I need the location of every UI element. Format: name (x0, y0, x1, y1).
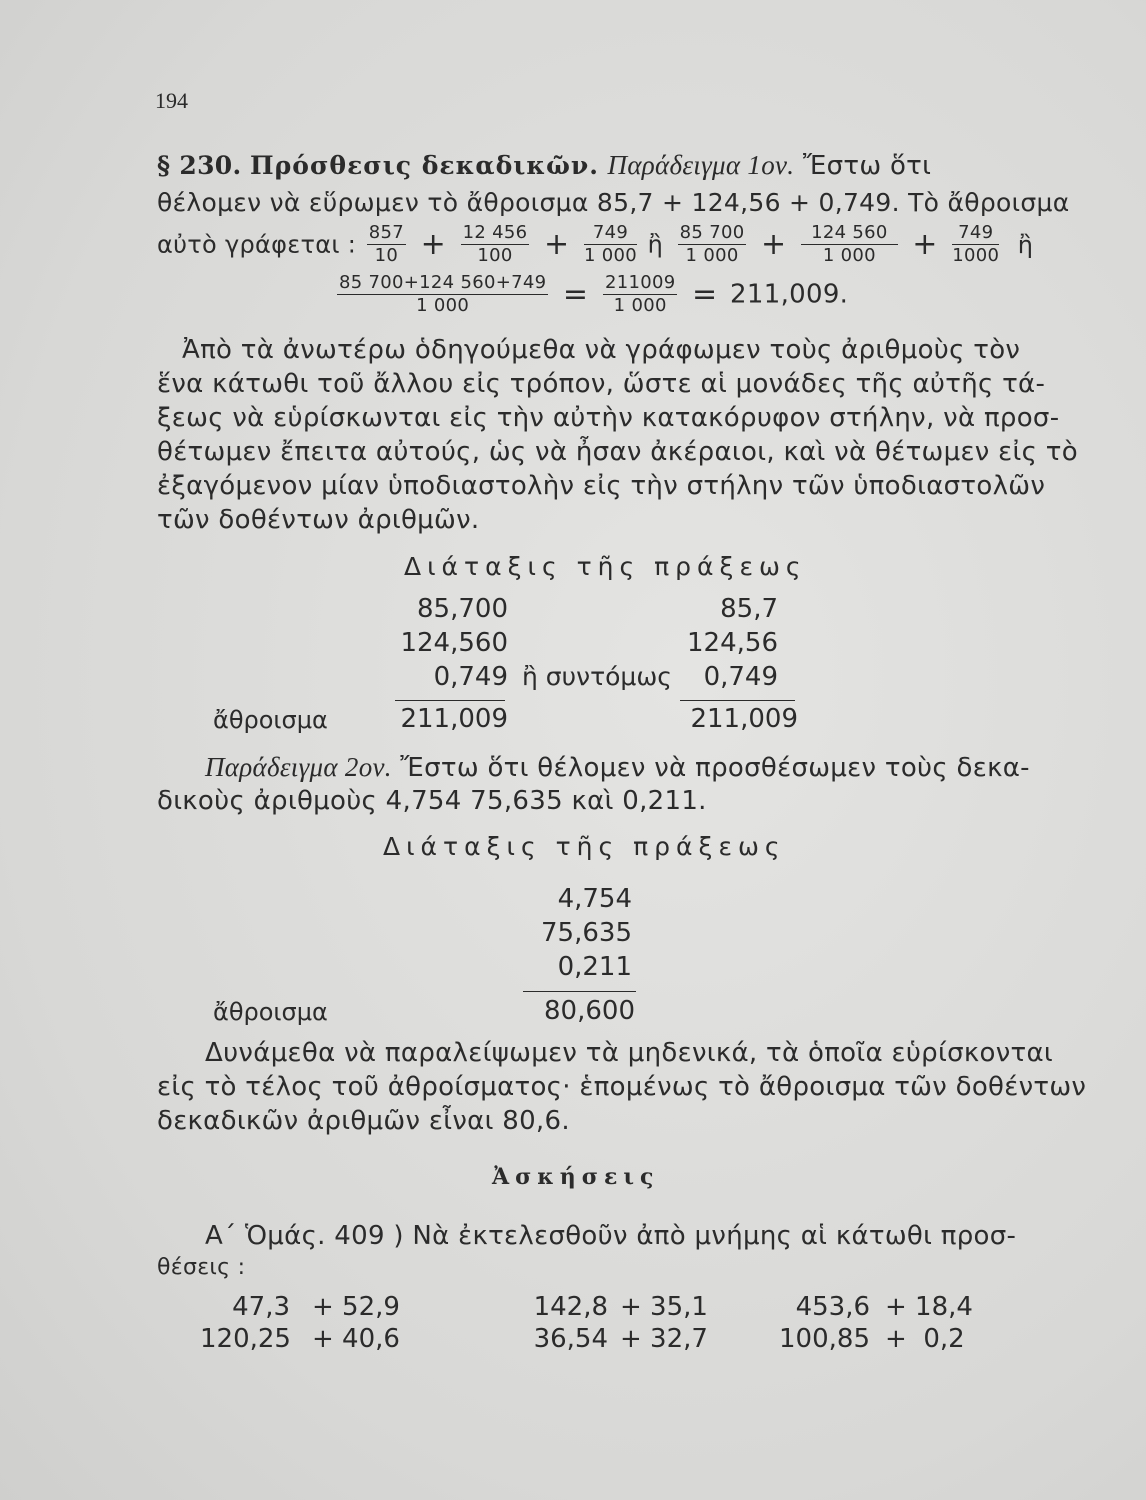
fraction (367, 222, 406, 267)
layout1-heading: Διάταξις τῆς πράξεως (404, 552, 807, 581)
example2-label: Παράδειγμα 2ον. (205, 752, 392, 782)
page-number: 194 (155, 88, 188, 113)
exercise-term: 47,3 (232, 1292, 290, 1322)
equation-result: 211,009. (730, 279, 849, 310)
numerator: 749 (952, 222, 999, 245)
section-title: Πρόσθεσις δεκαδικῶν. (250, 151, 599, 180)
paragraph-line: θέτωμεν ἔπειτα αὐτούς, ὡς νὰ ἦσαν ἀκέραιοι, καὶ νὰ θέτωμεν εἰς τὸ (157, 437, 1078, 467)
paragraph-line: ξεως νὰ εὑρίσκωνται εἰς τὴν αὐτὴν κατακόρυφον στήλην, νὰ προσ- (157, 403, 1060, 433)
denominator: 1 000 (822, 245, 876, 266)
exercises-heading: Ἀσκήσεις (492, 1164, 660, 1190)
numerator: 749 (584, 222, 637, 245)
layout1-left-value: 124,560 (400, 628, 508, 658)
exercise-term: 100,85 (779, 1324, 870, 1354)
numerator: 857 (368, 222, 404, 243)
plus-sign: + (761, 227, 787, 262)
denominator: 1 000 (416, 295, 470, 316)
numerator: 85 700+124 560+749 (339, 272, 547, 293)
layout2-sum: 80,600 (544, 996, 635, 1026)
sum-rule (523, 991, 636, 992)
numerator: 12 456 (462, 222, 528, 243)
section-text-line2: θέλομεν νὰ εὕρωμεν τὸ ἄθροισμα 85,7 + 124,56 + 0,749. Τὸ ἄθροισμα (157, 188, 1070, 217)
fraction-expression (157, 222, 1033, 267)
fraction (584, 222, 637, 267)
layout2-value: 75,635 (541, 918, 632, 948)
denominator: 1000 (952, 245, 1000, 266)
exercise-term: + 52,9 (312, 1292, 400, 1322)
fraction (678, 222, 747, 267)
section-heading-line (157, 150, 931, 181)
exercise-term: 142,8 (533, 1292, 608, 1322)
fraction (337, 272, 548, 317)
fraction (952, 222, 999, 267)
denominator: 100 (477, 245, 513, 266)
fraction (461, 222, 530, 267)
paragraph-line: Ἀπὸ τὰ ἀνωτέρω ὁδηγούμεθα νὰ γράφωμεν τοὺς ἀριθμοὺς τὸν (182, 335, 1021, 365)
layout2-heading: Διάταξις τῆς πράξεως (383, 832, 786, 861)
exercise-term: + 32,7 (620, 1324, 708, 1354)
layout1-left-value: 85,700 (417, 594, 508, 624)
fraction (801, 222, 898, 267)
exercise-term: + 40,6 (312, 1324, 400, 1354)
plus-sign: + (420, 227, 446, 262)
layout2-value: 0,211 (557, 952, 632, 982)
or-word: ἢ (1017, 230, 1034, 259)
exercises-intro-cont: θέσεις : (157, 1255, 246, 1280)
layout2-sum-label: ἄθροισμα (213, 998, 328, 1026)
example1-intro: Ἔστω ὅτι (802, 151, 932, 181)
denominator: 10 (374, 245, 399, 266)
plus-sign: + (912, 227, 938, 262)
denominator: 1 000 (583, 245, 637, 266)
paragraph-line: εἰς τὸ τέλος τοῦ ἀθροίσματος· ἑπομένως τὸ ἄθροισμα τῶν δοθέντων (157, 1072, 1087, 1102)
layout1-right-value: 0,749 (703, 662, 778, 692)
exercise-term: + 0,2 (885, 1324, 965, 1354)
numerator: 124 560 (801, 222, 898, 245)
exercise-term: + 18,4 (885, 1292, 973, 1322)
paragraph-line: ἐξαγόμενον μίαν ὑποδιαστολὴν εἰς τὴν στήλην τῶν ὑποδιαστολῶν (157, 471, 1046, 501)
equation-line (335, 272, 848, 317)
exercises-intro: Α΄ Ὁμάς. 409 ) Νὰ ἐκτελεσθοῦν ἀπὸ μνήμης αἱ κάτωθι προσ- (205, 1221, 1017, 1251)
sum-rule (680, 700, 795, 701)
equals-sign: = (692, 277, 718, 312)
layout1-sum-label: ἄθροισμα (213, 706, 328, 734)
example2-line2: δικοὺς ἀριθμοὺς 4,754 75,635 καὶ 0,211. (157, 786, 707, 816)
denominator: 1 000 (613, 295, 667, 316)
layout2-value: 4,754 (557, 884, 632, 914)
paragraph-line: ἕνα κάτωθι τοῦ ἄλλου εἰς τρόπον, ὥστε αἱ μονάδες τῆς αὐτῆς τά- (157, 369, 1046, 399)
denominator: 1 000 (685, 245, 739, 266)
numerator: 211009 (604, 272, 676, 293)
plus-sign: + (543, 227, 570, 262)
fraction (603, 272, 678, 317)
example1-label: Παράδειγμα 1ον. (607, 150, 795, 180)
exercise-term: 120,25 (200, 1324, 291, 1354)
layout1-short-label: ἢ συντόμως (522, 662, 672, 691)
section-number: § 230. (157, 151, 242, 180)
layout1-sum-right: 211,009 (690, 704, 798, 734)
numerator: 85 700 (679, 222, 745, 243)
layout1-sum-left: 211,009 (400, 704, 508, 734)
equals-sign: = (562, 277, 589, 312)
paragraph-line: Δυνάμεθα νὰ παραλείψωμεν τὰ μηδενικά, τὰ ὁποῖα εὑρίσκονται (205, 1038, 1054, 1068)
exercise-term: 453,6 (795, 1292, 870, 1322)
or-word: ἢ (647, 230, 664, 259)
exercise-term: + 35,1 (620, 1292, 708, 1322)
paragraph-line: τῶν δοθέντων ἀριθμῶν. (157, 505, 480, 535)
example2-text: Ἔστω ὅτι θέλομεν νὰ προσθέσωμεν τοὺς δεκα- (400, 753, 1030, 783)
layout1-right-value: 85,7 (720, 594, 778, 624)
sum-rule (395, 700, 505, 701)
layout1-right-value: 124,56 (687, 628, 778, 658)
paragraph-line: δεκαδικῶν ἀριθμῶν εἶναι 80,6. (157, 1106, 570, 1136)
exercise-term: 36,54 (533, 1324, 608, 1354)
written-as-label: αὐτὸ γράφεται : (157, 230, 357, 259)
example2-line1 (205, 752, 1030, 783)
layout1-left-value: 0,749 (433, 662, 508, 692)
